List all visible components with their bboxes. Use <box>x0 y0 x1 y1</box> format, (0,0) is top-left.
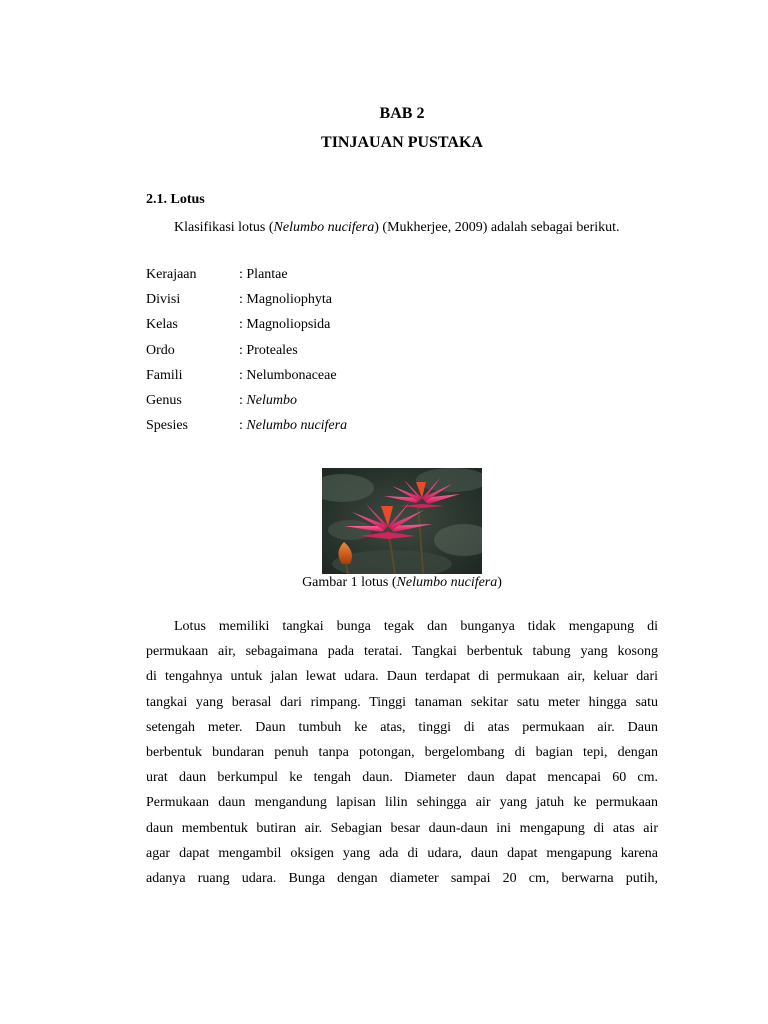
figure-caption <box>146 573 658 593</box>
section-heading: 2.1. Lotus <box>146 192 205 207</box>
taxonomy-rank: Divisi <box>146 292 181 308</box>
paragraph-line: urat daun berkumpul ke tengah daun. Diameter daun dapat mencapai 60 cm. <box>146 770 658 786</box>
paragraph-line: permukaan air, sebagaimana pada teratai. Tangkai berbentuk tabung yang kosong <box>146 644 658 660</box>
paragraph-line: tangkai yang berasal dari rimpang. Tinggi tanaman sekitar satu meter hingga satu <box>146 694 658 710</box>
taxonomy-value: : Magnoliophyta <box>239 292 332 308</box>
paragraph-line: daun membentuk butiran air. Sebagian besar daun-daun ini mengapung di atas air <box>146 820 658 836</box>
taxonomy-rank: Kelas <box>146 317 178 333</box>
taxonomy-rank: Ordo <box>146 342 175 358</box>
paragraph-line: agar dapat mengambil oksigen yang ada di udara, daun dapat mengapung karena <box>146 845 658 861</box>
body-paragraph <box>146 614 658 891</box>
chapter-title: TINJAUAN PUSTAKA <box>321 134 483 151</box>
taxonomy-rank: Kerajaan <box>146 267 197 282</box>
taxonomy-row <box>146 388 347 413</box>
intro-text-pre: Klasifikasi lotus ( <box>174 220 274 235</box>
taxonomy-value: : Nelumbo <box>239 392 297 408</box>
paragraph-line: Permukaan daun mengandung lapisan lilin sehingga air yang jatuh ke permukaan <box>146 795 658 811</box>
taxonomy-row <box>146 413 347 438</box>
intro-paragraph <box>146 215 658 240</box>
taxonomy-row <box>146 312 347 337</box>
paragraph-line: setengah meter. Daun tumbuh ke atas, tinggi di atas permukaan air. Daun <box>146 719 658 735</box>
paragraph-line: di tengahnya untuk jalan lewat udara. Daun terdapat di permukaan air, keluar dari <box>146 669 658 685</box>
taxonomy-rank: Genus <box>146 392 182 408</box>
taxonomy-rank: Spesies <box>146 418 188 434</box>
taxonomy-row <box>146 262 347 287</box>
taxonomy-value: : Proteales <box>239 342 298 358</box>
taxonomy-value: : Nelumbo nucifera <box>239 418 348 434</box>
taxonomy-rank: Famili <box>146 367 183 383</box>
chapter-number: BAB 2 <box>379 105 425 122</box>
taxonomy-value: : Magnoliopsida <box>239 317 331 333</box>
taxonomy-row <box>146 363 347 388</box>
lotus-photo <box>322 468 482 574</box>
taxonomy-list <box>146 262 347 438</box>
taxonomy-value: : Nelumbonaceae <box>239 367 337 383</box>
paragraph-line: berbentuk bundaran penuh tanpa potongan, bergelombang di bagian tepi, dengan <box>146 744 658 760</box>
intro-text-post: ) (Mukherjee, 2009) adalah sebagai berikut. <box>374 220 620 235</box>
taxonomy-value: : Plantae <box>239 267 288 282</box>
taxonomy-row <box>146 287 347 312</box>
paragraph-line: Lotus memiliki tangkai bunga tegak dan bunganya tidak mengapung di <box>174 619 658 634</box>
caption-species-name: Nelumbo nucifera <box>396 575 498 590</box>
taxonomy-row <box>146 338 347 363</box>
intro-species-name: Nelumbo nucifera <box>273 220 375 235</box>
paragraph-line: adanya ruang udara. Bunga dengan diameter sampai 20 cm, berwarna putih, <box>146 870 658 886</box>
caption-text-pre: Gambar 1 lotus ( <box>302 575 397 590</box>
caption-text-post: ) <box>497 575 502 590</box>
